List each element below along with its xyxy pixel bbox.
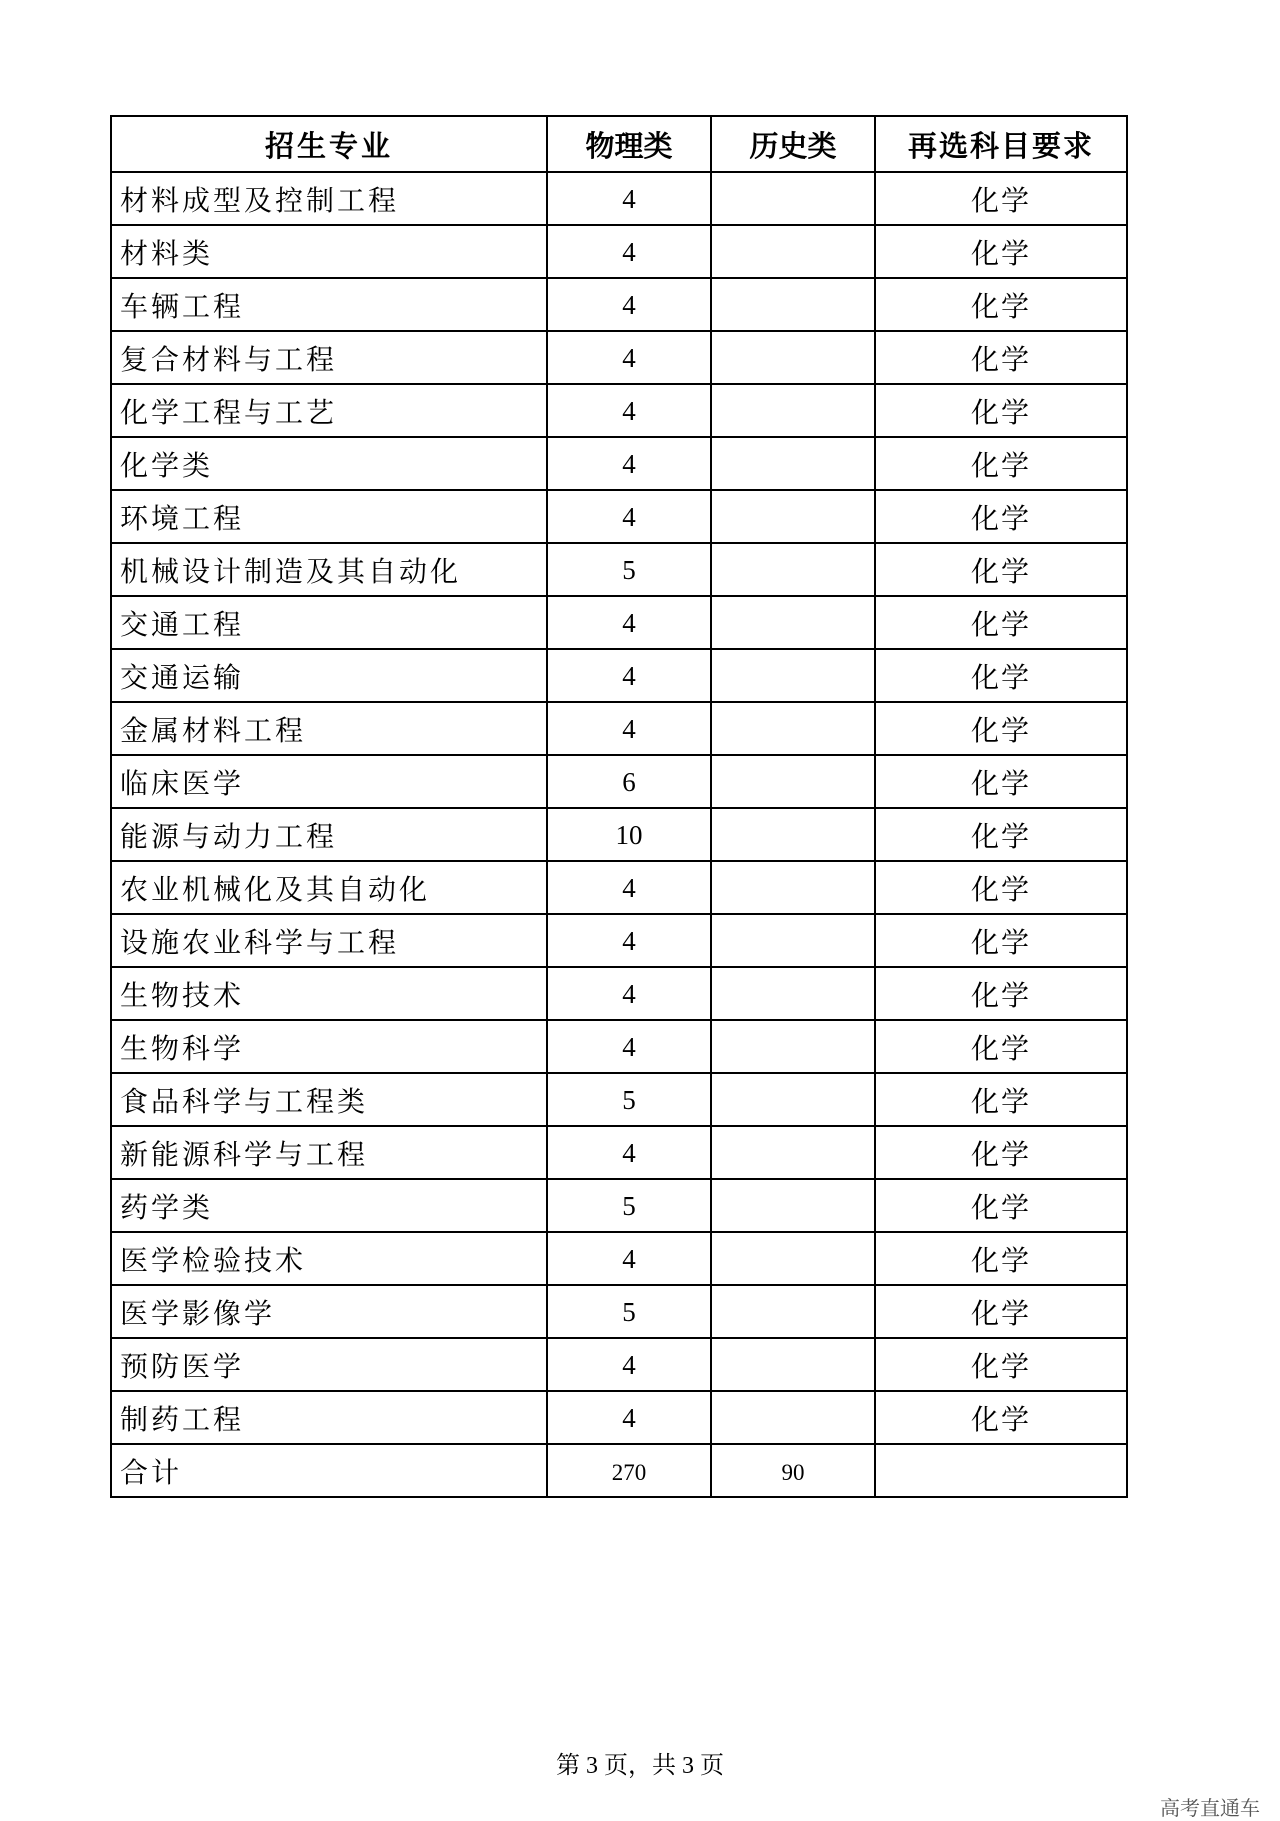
table-row <box>111 172 1127 225</box>
major-cell: 制药工程 <box>111 1391 547 1444</box>
requirement-cell: 化学 <box>875 1126 1127 1179</box>
physics-cell-value: 4 <box>622 661 636 691</box>
requirement-cell: 化学 <box>875 861 1127 914</box>
requirement-cell: 化学 <box>875 1232 1127 1285</box>
total-label: 合计 <box>111 1444 547 1497</box>
table-row <box>111 1285 1127 1338</box>
major-cell: 农业机械化及其自动化 <box>111 861 547 914</box>
history-cell <box>711 914 875 967</box>
table-row <box>111 649 1127 702</box>
major-cell: 新能源科学与工程 <box>111 1126 547 1179</box>
physics-cell-value: 4 <box>622 1403 636 1433</box>
table-row <box>111 808 1127 861</box>
total-row <box>111 1444 1127 1497</box>
requirement-cell: 化学 <box>875 543 1127 596</box>
major-cell: 金属材料工程 <box>111 702 547 755</box>
major-cell: 药学类 <box>111 1179 547 1232</box>
physics-cell <box>547 331 711 384</box>
requirement-cell: 化学 <box>875 1073 1127 1126</box>
history-cell <box>711 1126 875 1179</box>
header-history: 历史类 <box>711 116 875 172</box>
physics-cell-value: 4 <box>622 1032 636 1062</box>
physics-cell <box>547 1179 711 1232</box>
history-cell <box>711 1073 875 1126</box>
physics-cell-value: 6 <box>622 767 636 797</box>
major-cell: 能源与动力工程 <box>111 808 547 861</box>
requirement-cell: 化学 <box>875 1338 1127 1391</box>
major-cell: 交通运输 <box>111 649 547 702</box>
physics-cell <box>547 1232 711 1285</box>
history-cell <box>711 331 875 384</box>
physics-cell-value: 4 <box>622 184 636 214</box>
physics-cell <box>547 1391 711 1444</box>
requirement-cell: 化学 <box>875 914 1127 967</box>
total-requirement <box>875 1444 1127 1497</box>
table-row <box>111 1179 1127 1232</box>
table-row <box>111 596 1127 649</box>
history-cell <box>711 861 875 914</box>
physics-cell-value: 5 <box>622 555 636 585</box>
physics-cell-value: 10 <box>615 820 643 850</box>
history-cell <box>711 596 875 649</box>
physics-cell-value: 4 <box>622 608 636 638</box>
table-row <box>111 331 1127 384</box>
physics-cell-value: 4 <box>622 926 636 956</box>
requirement-cell: 化学 <box>875 225 1127 278</box>
major-cell: 食品科学与工程类 <box>111 1073 547 1126</box>
table-row <box>111 1126 1127 1179</box>
major-cell: 车辆工程 <box>111 278 547 331</box>
requirement-cell: 化学 <box>875 1179 1127 1232</box>
table-row <box>111 1338 1127 1391</box>
requirement-cell: 化学 <box>875 172 1127 225</box>
requirement-cell: 化学 <box>875 331 1127 384</box>
requirement-cell: 化学 <box>875 1020 1127 1073</box>
history-cell <box>711 384 875 437</box>
total-history <box>711 1444 875 1497</box>
physics-cell-value: 4 <box>622 449 636 479</box>
requirement-cell: 化学 <box>875 490 1127 543</box>
history-cell <box>711 1232 875 1285</box>
requirement-cell: 化学 <box>875 649 1127 702</box>
physics-cell-value: 4 <box>622 237 636 267</box>
physics-cell <box>547 437 711 490</box>
requirement-cell: 化学 <box>875 808 1127 861</box>
history-cell <box>711 808 875 861</box>
total-physics-value: 270 <box>611 1460 647 1485</box>
table-header-row <box>111 116 1127 172</box>
history-cell <box>711 967 875 1020</box>
physics-cell <box>547 967 711 1020</box>
major-cell: 化学类 <box>111 437 547 490</box>
physics-cell-value: 4 <box>622 343 636 373</box>
requirement-cell: 化学 <box>875 1391 1127 1444</box>
major-cell: 机械设计制造及其自动化 <box>111 543 547 596</box>
physics-cell <box>547 702 711 755</box>
physics-cell <box>547 1126 711 1179</box>
major-cell: 医学影像学 <box>111 1285 547 1338</box>
major-cell: 环境工程 <box>111 490 547 543</box>
history-cell <box>711 437 875 490</box>
major-cell: 设施农业科学与工程 <box>111 914 547 967</box>
physics-cell-value: 4 <box>622 1138 636 1168</box>
table-row <box>111 437 1127 490</box>
enrollment-table <box>110 115 1128 1498</box>
watermark: 高考直通车 <box>1160 1796 1260 1820</box>
table-row <box>111 967 1127 1020</box>
total-history-value: 90 <box>781 1460 805 1485</box>
history-cell <box>711 225 875 278</box>
physics-cell <box>547 1338 711 1391</box>
table-row <box>111 384 1127 437</box>
physics-cell <box>547 1073 711 1126</box>
requirement-cell: 化学 <box>875 755 1127 808</box>
table-row <box>111 1232 1127 1285</box>
physics-cell-value: 4 <box>622 290 636 320</box>
physics-cell <box>547 278 711 331</box>
major-cell: 材料类 <box>111 225 547 278</box>
major-cell: 材料成型及控制工程 <box>111 172 547 225</box>
table-row <box>111 755 1127 808</box>
physics-cell-value: 5 <box>622 1191 636 1221</box>
total-physics <box>547 1444 711 1497</box>
major-cell: 医学检验技术 <box>111 1232 547 1285</box>
history-cell <box>711 649 875 702</box>
physics-cell <box>547 225 711 278</box>
requirement-cell: 化学 <box>875 437 1127 490</box>
physics-cell-value: 4 <box>622 1350 636 1380</box>
physics-cell-value: 4 <box>622 979 636 1009</box>
physics-cell-value: 5 <box>622 1085 636 1115</box>
requirement-cell: 化学 <box>875 967 1127 1020</box>
major-cell: 预防医学 <box>111 1338 547 1391</box>
table-row <box>111 914 1127 967</box>
page-number <box>0 1745 1280 1780</box>
requirement-cell: 化学 <box>875 278 1127 331</box>
physics-cell <box>547 861 711 914</box>
page-number-text: 第 3 页，共 3 页 <box>556 1753 724 1779</box>
table-row <box>111 861 1127 914</box>
major-cell: 生物技术 <box>111 967 547 1020</box>
major-cell: 复合材料与工程 <box>111 331 547 384</box>
history-cell <box>711 1391 875 1444</box>
major-cell: 临床医学 <box>111 755 547 808</box>
history-cell <box>711 1285 875 1338</box>
history-cell <box>711 755 875 808</box>
physics-cell <box>547 1020 711 1073</box>
history-cell <box>711 1020 875 1073</box>
table-row <box>111 278 1127 331</box>
history-cell <box>711 172 875 225</box>
table-row <box>111 702 1127 755</box>
major-cell: 交通工程 <box>111 596 547 649</box>
physics-cell-value: 4 <box>622 396 636 426</box>
requirement-cell: 化学 <box>875 702 1127 755</box>
physics-cell <box>547 649 711 702</box>
history-cell <box>711 702 875 755</box>
table-row <box>111 225 1127 278</box>
header-physics: 物理类 <box>547 116 711 172</box>
physics-cell <box>547 172 711 225</box>
table-row <box>111 1391 1127 1444</box>
history-cell <box>711 1179 875 1232</box>
requirement-cell: 化学 <box>875 384 1127 437</box>
physics-cell <box>547 808 711 861</box>
physics-cell <box>547 755 711 808</box>
physics-cell-value: 4 <box>622 714 636 744</box>
physics-cell <box>547 596 711 649</box>
major-cell: 生物科学 <box>111 1020 547 1073</box>
physics-cell-value: 4 <box>622 873 636 903</box>
history-cell <box>711 543 875 596</box>
physics-cell <box>547 914 711 967</box>
history-cell <box>711 278 875 331</box>
physics-cell-value: 4 <box>622 1244 636 1274</box>
header-requirement: 再选科目要求 <box>875 116 1127 172</box>
physics-cell-value: 5 <box>622 1297 636 1327</box>
table-row <box>111 1073 1127 1126</box>
table-row <box>111 1020 1127 1073</box>
physics-cell <box>547 490 711 543</box>
table-body <box>111 172 1127 1497</box>
table-row <box>111 543 1127 596</box>
requirement-cell: 化学 <box>875 596 1127 649</box>
table-row <box>111 490 1127 543</box>
physics-cell-value: 4 <box>622 502 636 532</box>
physics-cell <box>547 543 711 596</box>
requirement-cell: 化学 <box>875 1285 1127 1338</box>
history-cell <box>711 490 875 543</box>
physics-cell <box>547 1285 711 1338</box>
header-major: 招生专业 <box>111 116 547 172</box>
physics-cell <box>547 384 711 437</box>
major-cell: 化学工程与工艺 <box>111 384 547 437</box>
history-cell <box>711 1338 875 1391</box>
